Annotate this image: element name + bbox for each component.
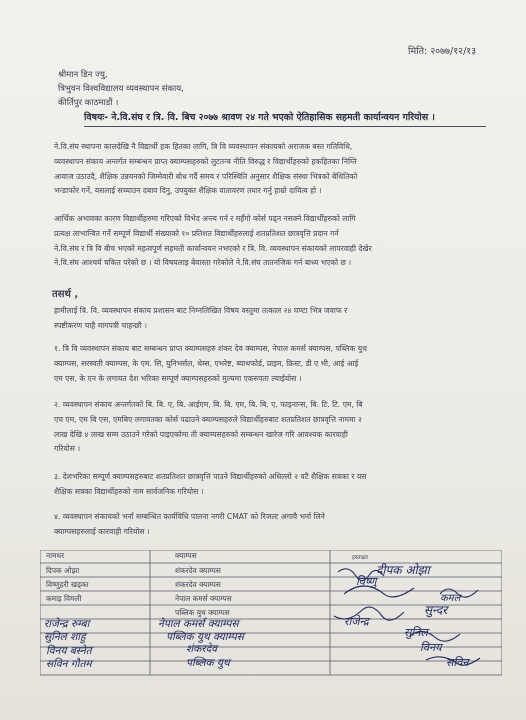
table-row-name: दिपक ओझा [46, 566, 80, 575]
text-line: लाख देखि ४ लाख सम्म उठाउने गरेको पाइएकोमा ती क्याम्पसहरुको सम्बन्धन खारेज गरि आवश्यक कारवाही [54, 429, 348, 439]
handwritten-signature: विनय [420, 641, 442, 654]
text-line: भन्डाफोर गर्ने, यसलाई सच्याउन दबाव दिनु, उपयुक्त शैक्षिक वातावरण तयार गर्नु हाम्रो दायित्व हो । [54, 186, 322, 196]
table-header-name: नामथर [46, 551, 65, 560]
table-row-campus: शंकरदेव क्याम्पस [175, 580, 221, 589]
handwritten-campus: पब्लिक युथ क्याम्पस [166, 631, 244, 643]
text-line: ने.वि.संघ र त्रि वि बीच भएको महत्वपूर्ण सहमती कार्यान्वयन नभएको र त्रि. वि. व्यवस्थापन संकायको लापरवाही देखेर [54, 243, 372, 253]
handwritten-signature: विष्णु [356, 575, 377, 588]
table-row-campus: पब्लिक युथ क्याम्पस [175, 608, 230, 617]
subject-underline [84, 126, 486, 127]
text-line: ने.वि.संघ आश्चर्य चकित परेको छ । यो विषयलाइ बेवास्ता गरेकोले ने.वि.संघ तातनजिक गर्न बाध्य भएको छ । [54, 258, 352, 268]
table-row-name: विष्णुहरी खड्का [46, 580, 89, 589]
demand-item-2 [54, 398, 363, 457]
handwritten-signature: दीपक ओझा [376, 563, 430, 577]
paragraph-demand [54, 304, 347, 334]
handwritten-name: सविन गौतम [46, 658, 92, 670]
handwritten-campus: शंकरदेव [186, 643, 217, 655]
text-line: एच एम, एम बि एस, एमबिए लगायतका कोर्स पढाउने क्याम्पसहरुले विद्यार्थीहरुबाट शतप्रतिशत छात्रवृत्ति नाममा २ [54, 414, 362, 424]
text-line: शैक्षिक सत्रका विद्यार्थीहरुको नाम सार्वजनिक गरियोस । [54, 486, 204, 496]
section-heading: तसर्थ , [52, 289, 79, 300]
letter-date: मिति: २०७७/१२/१३ [408, 46, 477, 57]
paragraph-intro [54, 140, 357, 199]
text-line: क्याम्पसहरुलाई कारवाही गरियोस । [54, 526, 150, 536]
handwritten-campus: नेपाल कमर्स क्याम्पस [158, 618, 239, 630]
recipient-address [58, 68, 184, 110]
handwritten-signature: कमल [440, 593, 461, 604]
signature-stroke [334, 607, 404, 620]
signature-stroke [426, 657, 480, 665]
text-line: क्याम्पस, सरस्वती क्याम्पस, के एम. सि, युनिभर्सल, थेम्स, एभरेष्ट, ब्याथफोर्ड, प्राइम, क्रिस्ट, डी ए भी, आई आई [54, 358, 359, 368]
table-row-name: कमाइ विमली [46, 594, 82, 603]
demand-item-1 [54, 342, 367, 386]
address-line: त्रिभुवन विश्वविद्यालय व्यवस्थापन संकाय, [58, 84, 184, 94]
address-line: कीर्तिपुर काठमाडौं । [58, 98, 119, 108]
text-line: आर्थिक अभावका कारण विद्यार्थीहरुमा गरिएको विभेद अन्त्य गर्न र महँगो कोर्स पढ्न नसक्ने विद्यार्थीहरुको लागि [54, 214, 356, 223]
table-header-signature: हस्ताक्षर [352, 555, 369, 561]
handwritten-name: सुनिल शाहु [44, 631, 86, 643]
demand-item-4 [54, 510, 325, 540]
signature-scribbles [330, 564, 506, 674]
text-line: ने.वि.संघ स्थापना कालदेखि नै विद्यार्थी हक हितका लागि, त्रि वि व्यवस्थापन संकायको अराजक बस्त गतिविधि, [54, 142, 353, 151]
text-line: आवाज उठाउदै, शैक्षिक उन्नयनको जिम्मेवारी बोध गर्दै समय र परिस्थिति अनुसार शैक्षिक संस्था भित्रको बेथितिको [54, 171, 358, 181]
text-line: १. त्रि वि व्यवस्थापन संकाय बाट सम्बन्धन प्राप्त क्याम्पसहरु शंकर देव क्याम्पस, नेपाल कमर्स क्याम्पस, पब्लिक युथ [54, 344, 368, 353]
text-line: प्रत्यक्ष लाभान्वित गर्ने सम्पूर्ण विद्यार्थी संख्याको १० प्रतिशत विद्यार्थीहरुलाई शतप्रतिशत छात्रवृत्ति प्रदान गर्न [54, 228, 339, 238]
signature-stroke [440, 589, 478, 597]
address-line: श्रीमान डिन ज्यु, [58, 70, 108, 80]
signature-stroke [344, 586, 414, 597]
letter-subject: विषयः- ने.वि.संघ र त्रि. वि. बिच २०७७ श्रावण २४ गते भएको ऐतिहासिक सहमती कार्यान्वयन गरियोस । [84, 112, 435, 123]
signature-stroke [410, 631, 460, 641]
text-line: २. व्यवस्थापन संकाय अन्तर्गतको बि. बि. ए, बि. आईएम, बि. बि. एम, बि. बि. ए. फाइनान्स, बि. टि. टि. एम, बि [54, 400, 363, 409]
text-line: ४. व्यवस्थापन संकायको भर्ना सम्बन्धित कार्यविधि पालना नगरी CMAT को रिजल्ट अगावै भर्ना लिने [54, 512, 325, 521]
table-header-campus: क्याम्पस [175, 551, 197, 560]
signature-stroke [338, 569, 384, 581]
handwritten-campus: पब्लिक युथ [186, 657, 230, 669]
handwritten-signature: राजेन्द्र [344, 615, 369, 628]
table-row-campus: नेपाल कमर्स क्याम्पस [175, 594, 232, 603]
text-line: हामीलाई त्रि. वि. व्यवस्थापन संकाय प्रशासन बाट निम्नलिखित विषय वस्तुमा तत्काल २४ घण्टा भित्र जवाफ र [54, 306, 348, 315]
handwritten-signature: सुन्दर [424, 603, 448, 617]
handwritten-signature: सविन [446, 656, 469, 669]
text-line: स्पष्टीकरण चाहै मागपत्री चाहन्छौ । [54, 320, 147, 330]
table-row-campus: शंकरदेव क्याम्पस [175, 566, 221, 575]
text-line: गरियोस । [54, 444, 81, 454]
handwritten-signature: सुनिल [404, 626, 428, 639]
paragraph-scholarship [54, 212, 372, 271]
handwritten-name: विनय बस्नेत [46, 645, 92, 657]
demand-item-3 [54, 470, 366, 500]
text-line: एम एस, के एन के लगायत देश भरिका सम्पूर्ण क्याम्पसहरुको मुल्यमा एकरुपता ल्याईयोस । [54, 373, 302, 383]
text-line: ३. देशभरिका सम्पूर्ण क्याम्पसहरुबाट शतप्रतिशत छात्रवृत्ति पाउने विद्यार्थीहरुको अधिल्लो २ वटै शैक्षिक सत्रका र यस [54, 472, 367, 481]
handwritten-name: राजेन्द्र रुम्बा [44, 618, 90, 630]
text-line: व्यवस्थापन संकाय अन्तर्गत सम्बन्धन प्राप्त क्याम्पसहरुको लुटतन्त्र नीति विरुद्ध र विद्यार्थीहरुको हकहितका निम्ति [54, 156, 357, 166]
